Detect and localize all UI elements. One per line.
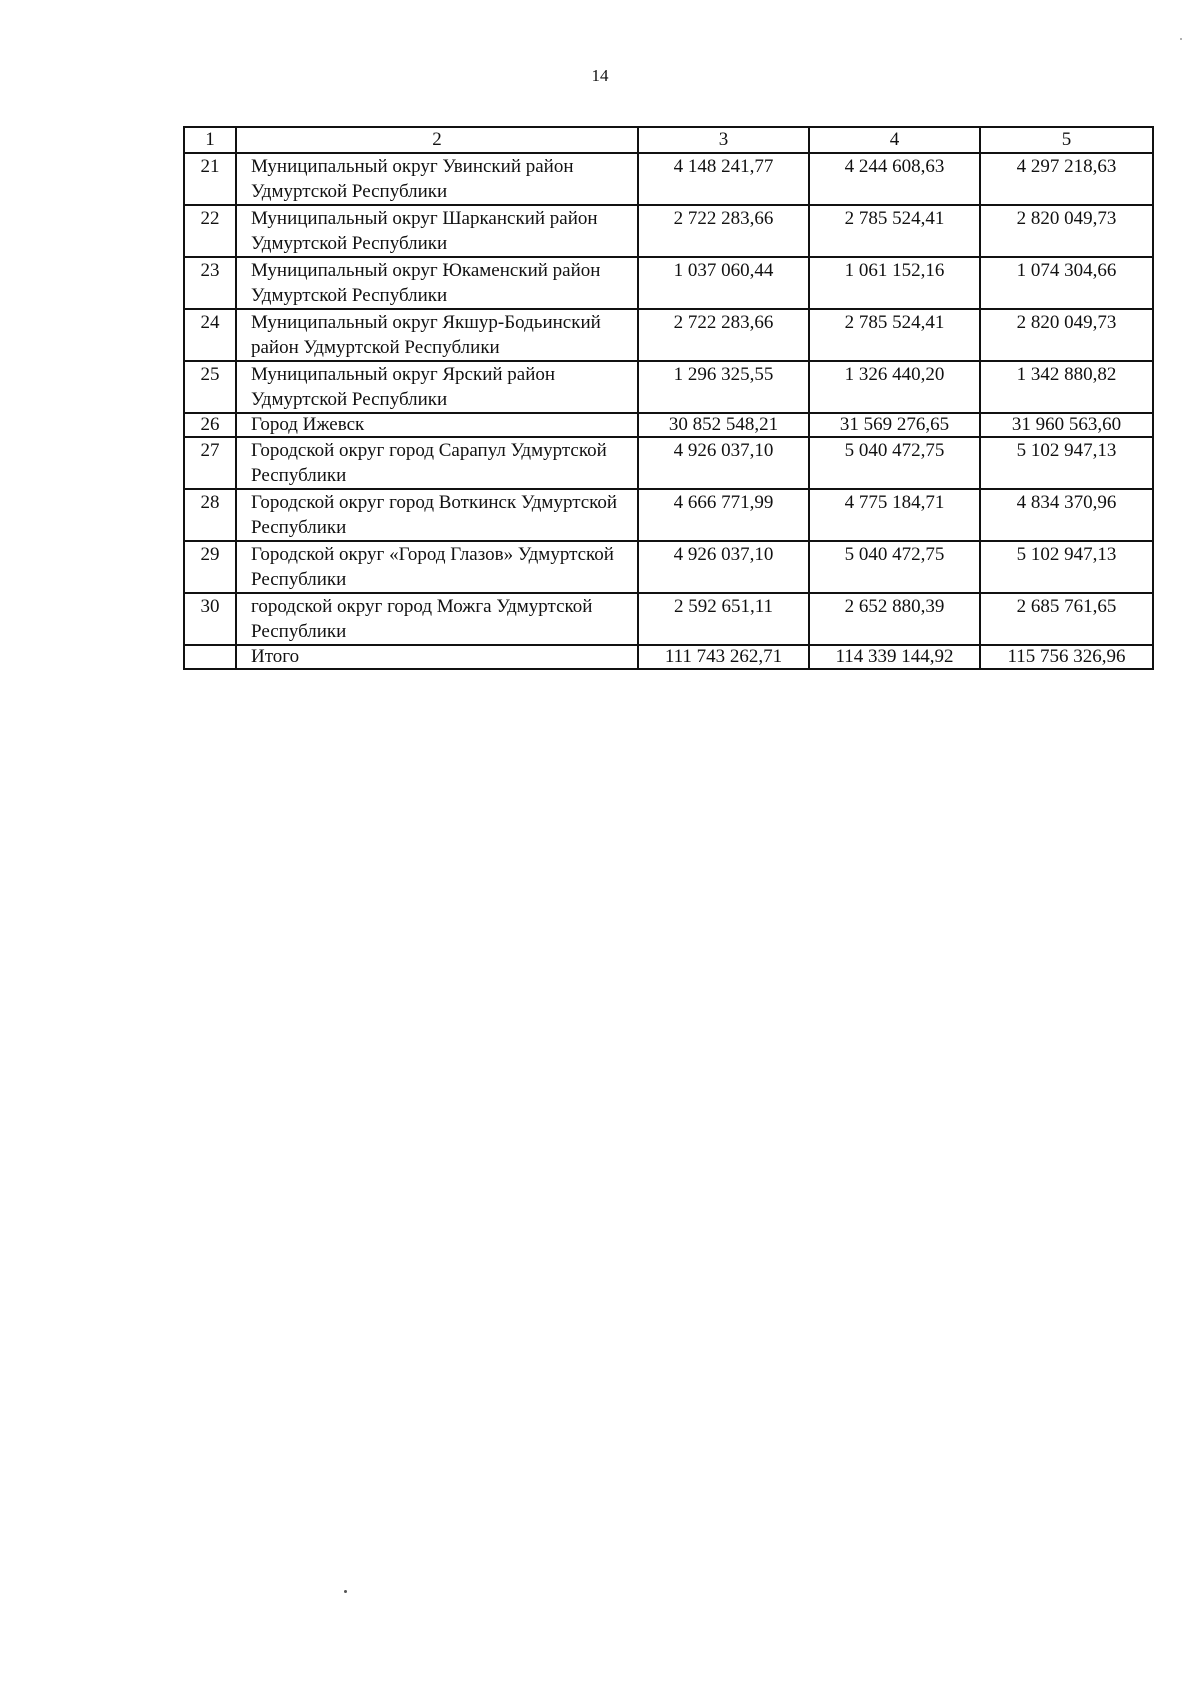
municipality-name: Муниципальный округ Увинский район Удмуртской Республики (236, 153, 638, 205)
row-number: 25 (184, 361, 236, 413)
value-col-3: 1 037 060,44 (638, 257, 809, 309)
row-number (184, 645, 236, 669)
value-col-3: 2 722 283,66 (638, 205, 809, 257)
value-col-4: 1 326 440,20 (809, 361, 980, 413)
table-row (184, 309, 1153, 361)
municipality-name: городской округ город Можга Удмуртской Республики (236, 593, 638, 645)
row-number: 22 (184, 205, 236, 257)
total-col-4: 114 339 144,92 (809, 645, 980, 669)
column-header: 2 (236, 127, 638, 153)
value-col-5: 4 297 218,63 (980, 153, 1153, 205)
value-col-3: 4 148 241,77 (638, 153, 809, 205)
scan-speck (1180, 38, 1182, 40)
table-row (184, 205, 1153, 257)
table-row (184, 153, 1153, 205)
value-col-4: 4 244 608,63 (809, 153, 980, 205)
municipality-name: Городской округ город Воткинск Удмуртской Республики (236, 489, 638, 541)
value-col-5: 1 074 304,66 (980, 257, 1153, 309)
row-number: 28 (184, 489, 236, 541)
row-number: 27 (184, 437, 236, 489)
table-row (184, 257, 1153, 309)
value-col-3: 30 852 548,21 (638, 413, 809, 437)
value-col-5: 5 102 947,13 (980, 437, 1153, 489)
value-col-4: 1 061 152,16 (809, 257, 980, 309)
value-col-5: 5 102 947,13 (980, 541, 1153, 593)
value-col-4: 2 785 524,41 (809, 205, 980, 257)
row-number: 30 (184, 593, 236, 645)
municipality-name: Муниципальный округ Шарканский район Удмуртской Республики (236, 205, 638, 257)
municipality-name: Муниципальный округ Якшур-Бодьинский район Удмуртской Республики (236, 309, 638, 361)
row-number: 24 (184, 309, 236, 361)
column-header: 3 (638, 127, 809, 153)
column-header: 4 (809, 127, 980, 153)
value-col-4: 4 775 184,71 (809, 489, 980, 541)
value-col-5: 31 960 563,60 (980, 413, 1153, 437)
page-number: 14 (591, 66, 609, 85)
value-col-3: 2 722 283,66 (638, 309, 809, 361)
row-number: 23 (184, 257, 236, 309)
table-row (184, 413, 1153, 437)
column-header: 1 (184, 127, 236, 153)
municipality-name: Городской округ «Город Глазов» Удмуртской Республики (236, 541, 638, 593)
value-col-5: 2 820 049,73 (980, 205, 1153, 257)
total-col-3: 111 743 262,71 (638, 645, 809, 669)
value-col-3: 4 926 037,10 (638, 541, 809, 593)
total-label: Итого (236, 645, 638, 669)
total-row (184, 645, 1153, 669)
row-number: 21 (184, 153, 236, 205)
value-col-3: 4 926 037,10 (638, 437, 809, 489)
total-col-5: 115 756 326,96 (980, 645, 1153, 669)
value-col-4: 2 652 880,39 (809, 593, 980, 645)
value-col-3: 2 592 651,11 (638, 593, 809, 645)
value-col-3: 4 666 771,99 (638, 489, 809, 541)
table-row (184, 541, 1153, 593)
value-col-4: 31 569 276,65 (809, 413, 980, 437)
municipality-name: Городской округ город Сарапул Удмуртской Республики (236, 437, 638, 489)
table-row (184, 489, 1153, 541)
table-header-row (184, 127, 1153, 153)
value-col-4: 5 040 472,75 (809, 437, 980, 489)
table-row (184, 361, 1153, 413)
column-header: 5 (980, 127, 1153, 153)
value-col-5: 2 685 761,65 (980, 593, 1153, 645)
municipality-name: Муниципальный округ Ярский район Удмуртской Республики (236, 361, 638, 413)
value-col-5: 1 342 880,82 (980, 361, 1153, 413)
value-col-5: 4 834 370,96 (980, 489, 1153, 541)
budget-table (183, 126, 1154, 670)
municipality-name: Город Ижевск (236, 413, 638, 437)
table-row (184, 593, 1153, 645)
table-row (184, 437, 1153, 489)
value-col-4: 5 040 472,75 (809, 541, 980, 593)
value-col-3: 1 296 325,55 (638, 361, 809, 413)
value-col-4: 2 785 524,41 (809, 309, 980, 361)
row-number: 29 (184, 541, 236, 593)
scan-speck (344, 1590, 347, 1593)
municipality-name: Муниципальный округ Юкаменский район Удмуртской Республики (236, 257, 638, 309)
row-number: 26 (184, 413, 236, 437)
value-col-5: 2 820 049,73 (980, 309, 1153, 361)
